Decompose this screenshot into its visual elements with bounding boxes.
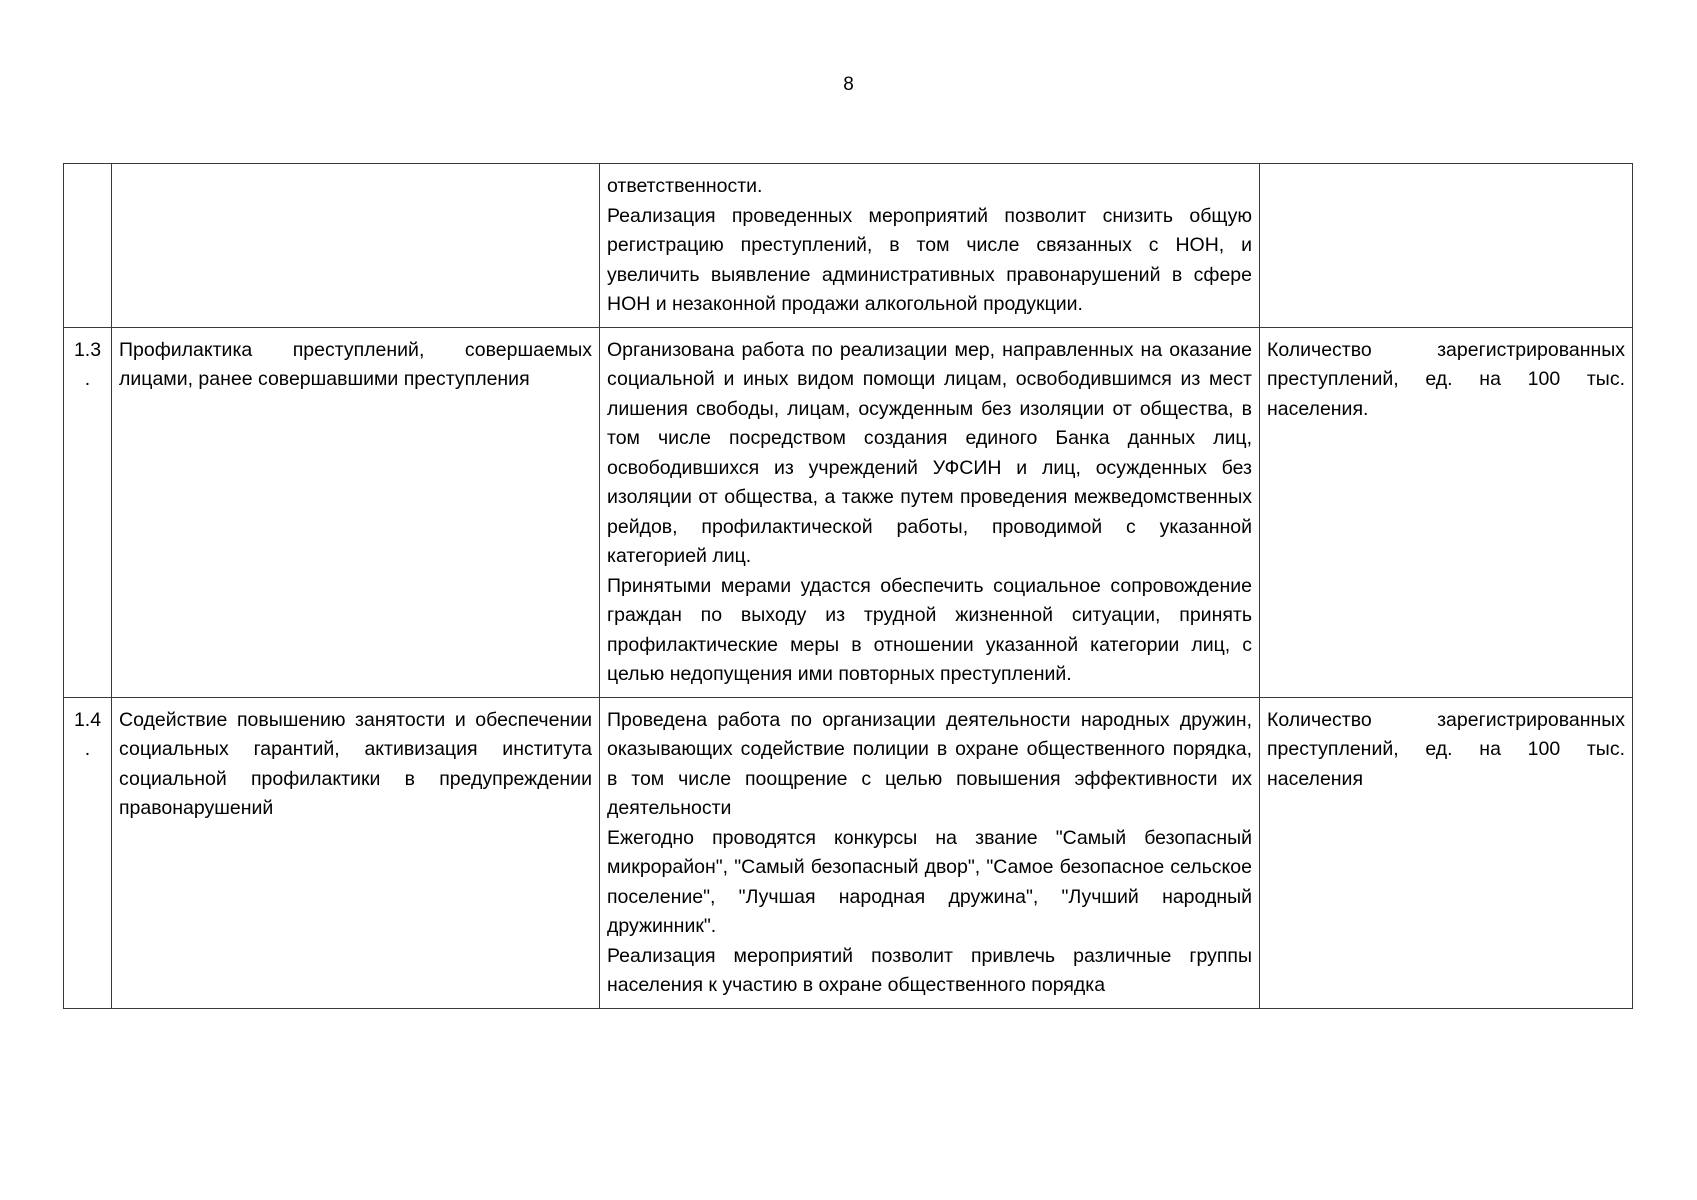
measure-name-cell: [112, 164, 600, 328]
table-row: [64, 697, 1633, 1008]
indicator-text: Количество зарегистрированных преступлений, ед. на 100 тыс. населения: [1267, 708, 1625, 790]
indicator-cell: [1260, 697, 1633, 1008]
measure-name-cell: [112, 697, 600, 1008]
description-paragraph: Реализация мероприятий позволит привлечь различные группы населения к участию в охране общественного порядка: [607, 944, 1252, 996]
description-cell: [600, 327, 1260, 697]
row-number-cell: [64, 697, 112, 1008]
row-number-cell: [64, 327, 112, 697]
description-paragraph: Реализация проведенных мероприятий позволит снизить общую регистрацию преступлений, в том числе связанных с НОН, и увеличить выявление административных правонарушений в сфере НОН и незаконной продажи алкогольной продукции.: [607, 204, 1252, 315]
indicator-text: Количество зарегистрированных преступлений, ед. на 100 тыс. населения.: [1267, 338, 1625, 420]
table-row: [64, 164, 1633, 328]
description-paragraph: Проведена работа по организации деятельности народных дружин, оказывающих содействие полиции в охране общественного порядка, в том числе поощрение с целью повышения эффективности их деятельности: [607, 708, 1252, 819]
row-number-cell: [64, 164, 112, 328]
row-number-dot: .: [84, 738, 91, 760]
description-paragraph: ответственности.: [607, 175, 763, 197]
description-cell: [600, 697, 1260, 1008]
row-number-dot: .: [84, 368, 91, 390]
description-cell: [600, 164, 1260, 328]
page-number: 8: [843, 74, 854, 95]
description-paragraph: Принятыми мерами удастся обеспечить социальное сопровождение граждан по выходу из трудной жизненной ситуации, принять профилактические меры в отношении указанной категории лиц, с целью недопущения ими повторных преступлений.: [607, 574, 1252, 685]
measure-name-cell: [112, 327, 600, 697]
measure-name: Содействие повышению занятости и обеспечении социальных гарантий, активизация института социальной профилактики в предупреждении правонарушений: [119, 708, 592, 819]
row-number: 1.4: [73, 708, 102, 731]
measures-table: [63, 163, 1633, 1009]
description-paragraph: Ежегодно проводятся конкурсы на звание "Самый безопасный микрорайон", "Самый безопасный двор", "Самое безопасное сельское поселение", "Лучшая народная дружина", "Лучший народный дружинник".: [607, 826, 1252, 937]
indicator-cell: [1260, 327, 1633, 697]
description-paragraph: Организована работа по реализации мер, направленных на оказание социальной и иных видом помощи лицам, освободившимся из мест лишения свободы, лицам, осужденным без изоляции от общества, в том числе посредством создания единого Банка данных лиц, освободившихся из учреждений УФСИН и лиц, осужденных без изоляции от общества, а также путем проведения межведомственных рейдов, профилактической работы, проводимой с указанной категорией лиц.: [607, 338, 1252, 567]
row-number: 1.3: [73, 338, 102, 361]
indicator-cell: [1260, 164, 1633, 328]
measure-name: Профилактика преступлений, совершаемых лицами, ранее совершавшими преступления: [119, 338, 592, 390]
table-row: [64, 327, 1633, 697]
